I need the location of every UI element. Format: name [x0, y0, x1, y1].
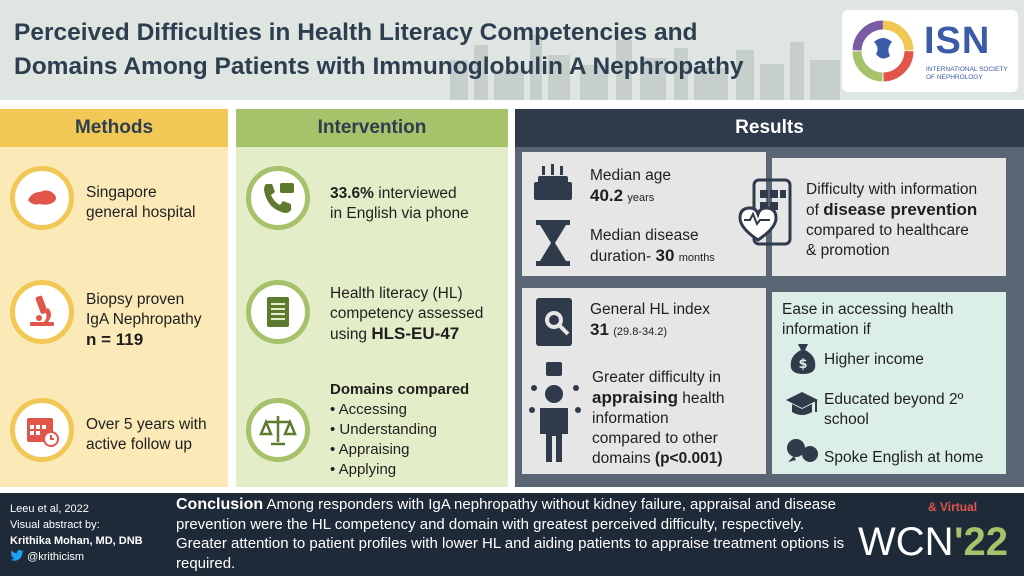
title-line-2: Domains Among Patients with Immunoglobulin A Nephropathy [14, 53, 744, 80]
svg-text:$: $ [798, 357, 808, 372]
header-banner [0, 0, 1024, 100]
ease-item-income: Higher income [824, 351, 924, 368]
ease-item-education: Educated beyond 2º school [824, 391, 964, 428]
domain-item: • Appraising [330, 441, 410, 458]
hl-index-card [522, 288, 766, 474]
person-puzzle-icon [526, 360, 584, 464]
median-age: Median age 40.2 years [590, 167, 672, 205]
hl-assessment-text: Health literacy (HL) competency assessed using HLS-EU-47 [330, 285, 484, 343]
domain-item: • Applying [330, 461, 397, 478]
ease-item-english: Spoke English at home [824, 449, 984, 466]
citation: Leeu et al, 2022 [10, 503, 89, 515]
conclusion-body: Among responders with IgA nephropathy without kidney failure, appraisal and disease prevention were the HL competency and domain with greatest perceived difficulty, respectively. Greater attention to patient profiles with lower HL and aiding patients to appraise treatment options is required. [176, 496, 845, 572]
intervention-header [236, 109, 508, 147]
phone-interview-text: 33.6% interviewed in English via phone [330, 185, 469, 222]
page-title [14, 16, 844, 84]
phone-icon [246, 166, 310, 230]
results-heading: Results [735, 117, 804, 138]
cake-icon [530, 160, 576, 204]
document-search-icon [532, 296, 576, 348]
age-duration-card [522, 152, 766, 276]
money-bag-icon [788, 342, 818, 374]
intervention-heading: Intervention [317, 117, 427, 138]
median-duration: Median disease duration- 30 months [590, 227, 715, 265]
domain-item: • Accessing [330, 401, 407, 418]
wcn-year: '22 [954, 520, 1009, 564]
isn-logo [842, 10, 1018, 92]
twitter-bird-icon [10, 550, 24, 561]
wcn-wordmark: WCN [858, 520, 954, 564]
results-header [515, 109, 1024, 147]
singapore-map-icon [10, 166, 74, 230]
clipboard-icon [246, 280, 310, 344]
conclusion-text [176, 495, 846, 573]
citation-block [10, 501, 143, 565]
isn-subtitle: INTERNATIONAL SOCIETY OF NEPHROLOGY [926, 66, 1008, 81]
wcn-logo [858, 500, 1018, 572]
conclusion-lead: Conclusion [176, 496, 264, 513]
methods-heading: Methods [74, 117, 154, 138]
hl-index-text: General HL index 31 (29.8-34.2) [590, 301, 711, 339]
methods-header [0, 109, 228, 147]
speech-bubbles-icon [784, 436, 820, 466]
hourglass-icon [534, 218, 572, 268]
author: Krithika Mohan, MD, DNB [10, 535, 143, 547]
domain-item: • Understanding [330, 421, 437, 438]
prevention-text: Difficulty with information of disease prevention compared to healthcare & promotion [806, 181, 978, 259]
ease-access-card [772, 292, 1006, 474]
twitter-handle[interactable]: @krithicism [10, 549, 143, 565]
title-line-1: Perceived Difficulties in Health Literacy Competencies and [14, 19, 698, 46]
appraising-text: Greater difficulty in appraising health information compared to other domains (p<0.001) [592, 369, 725, 467]
method-1-text: Singapore general hospital [86, 184, 196, 221]
visual-by: Visual abstract by: [10, 519, 100, 531]
balance-scale-icon [246, 398, 310, 462]
calendar-clock-icon [10, 398, 74, 462]
microscope-icon [10, 280, 74, 344]
graduation-cap-icon [784, 390, 820, 420]
medical-phone-icon [736, 176, 798, 250]
domains-list [330, 380, 469, 480]
isn-wordmark: ISN [924, 20, 991, 62]
wcn-virtual-tag: & Virtual [928, 500, 978, 514]
ease-title: Ease in accessing health information if [782, 301, 954, 338]
domains-title: Domains compared [330, 381, 470, 398]
isn-ring-icon [850, 18, 916, 84]
disease-prevention-card [772, 158, 1006, 276]
method-2-text: Biopsy proven IgA Nephropathy n = 119 [86, 291, 202, 349]
method-3-text: Over 5 years with active follow up [86, 416, 207, 453]
